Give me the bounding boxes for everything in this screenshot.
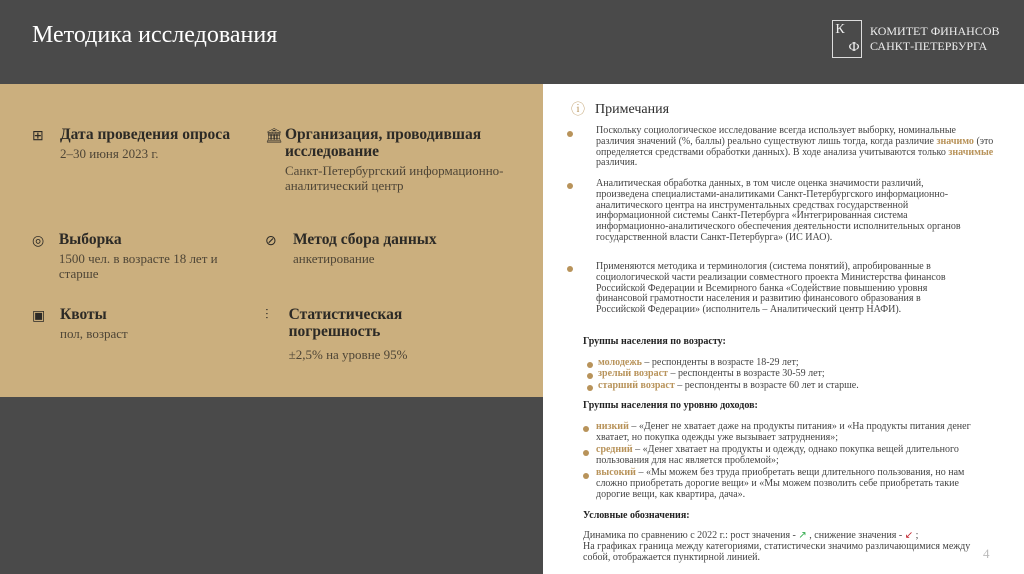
bullet-icon [567,183,573,189]
info-title: Организация, проводившая исследование [284,126,482,160]
info-title: Квоты [60,306,107,323]
arrow-up-right-icon: ↗ [798,530,807,541]
note-3: Применяются методика и терминология (система понятий), апробированные в социологической части реализации совместного проекта Министерства финансов Российской Федерации и Всемирного банка «Содействие повышению уровня финансовой грамотности населения и развитию финансового образования в Российской Федерации» (исполнитель – Аналитический центр НАФИ). [596,261,946,316]
note-2: Аналитическая обработка данных, в том числе оценка значимости различий, произведена специалистами-аналитиками Санкт-Петербургского информационно-аналитического центра на инструментальных средствах государственной информационной системы Санкт-Петербурга «Интегрированная система информационно-аналитического обеспечения деятельности исполнительных органов государственной власти Санкт-Петербурга» (ИС ИАО). [596,178,961,243]
info-error [265,306,465,362]
bullet-icon [587,385,593,391]
age-item: молодежь – респонденты в возрасте 18-29 лет; [598,357,799,368]
income-item: высокий – «Мы можем без труда приобретать вещи длительного пользования, но нам сложно приобретать дорогие вещи» и «Мы можем позволить себе приобретать такие дорогие вещи, как квартира, дача». [596,467,965,500]
logo-letter: К [835,22,845,37]
info-value: 1500 чел. в возрасте 18 лет и старше [58,251,218,281]
search-chart-icon: ⊘ [265,234,277,249]
bullet-icon [583,426,589,432]
info-search-icon: ⓘ [571,103,585,118]
info-quotas [32,306,252,341]
page-number: 4 [983,546,990,561]
age-groups-title: Группы населения по возрасту: [583,336,726,347]
logo-line: САНКТ-ПЕТЕРБУРГА [870,39,988,53]
info-value: ±2,5% на уровне 95% [288,347,408,362]
info-value: анкетирование [293,251,375,266]
bank-building-icon: 🏛 [265,129,283,144]
info-title: Статистическая погрешность [288,306,403,340]
info-sample [32,231,252,281]
info-title: Дата проведения опроса [60,126,231,143]
info-value: пол, возраст [60,326,128,341]
info-value: Санкт-Петербургский информационно-аналитический центр [284,163,504,193]
note-1: Поскольку социологическое исследование всегда использует выборку, номинальные различия значений (%, баллы) реально существуют лишь тогда, когда различие значимо (это определяется средствами обработки данных). В ходе анализа учитываются только значимые различия. [596,125,994,169]
header [0,0,1024,84]
notes-panel [543,84,1024,574]
info-title: Метод сбора данных [293,231,437,248]
presentation-icon: ▣ [32,309,46,324]
stats-icon: ⫶ [265,308,269,323]
bullet-icon [587,373,593,379]
info-date [32,126,252,161]
age-item: старший возраст – респонденты в возрасте 60 лет и старше. [598,380,859,391]
bullet-icon [567,131,573,137]
info-value: 2–30 июня 2023 г. [60,146,159,161]
bullet-icon [567,266,573,272]
legend-text: Динамика по сравнению с 2022 г.: рост значения - ↗ , снижение значения - ↙ ; На графиках граница между категориями, статистически значимо различающимися между собой, отображается пунктирной линией. [583,530,971,563]
income-groups-title: Группы населения по уровню доходов: [583,400,758,411]
logo [832,20,1000,58]
calendar-icon: ⊞ [32,129,44,144]
notes-title: Примечания [595,102,670,117]
arrow-down-left-icon: ↙ [904,530,914,541]
legend-title: Условные обозначения: [583,510,690,521]
logo-letter: Ф [848,40,860,55]
page-title: Методика исследования [32,22,278,48]
bullet-icon [583,473,589,479]
logo-mark [832,20,862,58]
bullet-icon [583,450,589,456]
info-panel [0,84,543,397]
info-method [265,231,525,266]
income-item: средний – «Денег хватает на продукты и одежду, однако покупка вещей длительного пользования для нас является проблемой»; [596,444,959,466]
logo-line: КОМИТЕТ ФИНАНСОВ [870,24,1000,38]
bullet-icon [587,362,593,368]
person-target-icon: ◎ [32,234,45,249]
info-title: Выборка [58,231,122,248]
info-organization [265,126,525,193]
income-item: низкий – «Денег не хватает даже на продукты питания» и «На продукты питания денег хватает, но покупка одежды уже вызывает затруднения»; [596,421,971,443]
age-item: зрелый возраст – респонденты в возрасте 30-59 лет; [598,368,825,379]
